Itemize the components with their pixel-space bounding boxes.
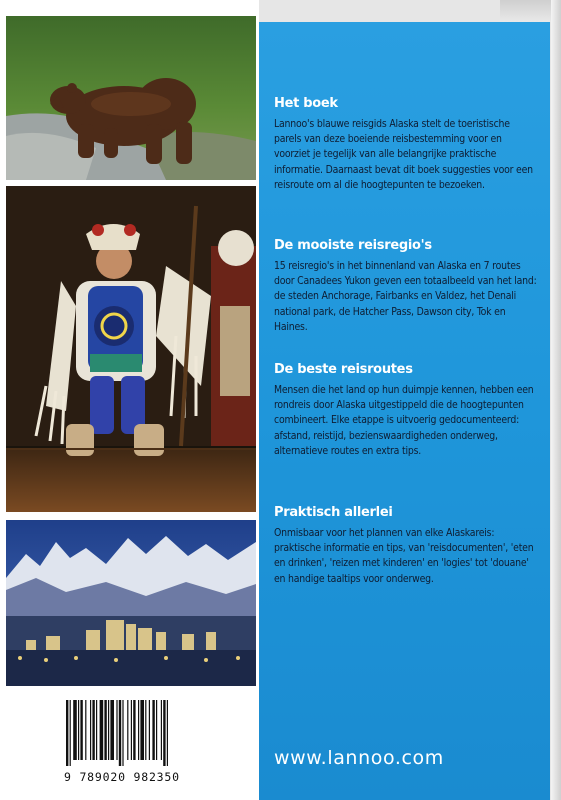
- barcode-bar: [110, 700, 114, 760]
- barcode-bar: [96, 700, 97, 760]
- section-body: 15 reisregio's in het binnenland van Alaska en 7 routes door Canadees Yukon geven een totaalbeeld van het land: de steden Anchorage, Fairbanks en Valdez, het Denali national park, de Hatcher Pass, Dawson city, Tok en Haines.: [274, 260, 537, 333]
- barcode-bar: [152, 700, 154, 760]
- barcode-bar: [133, 700, 135, 760]
- section-body: Lannoo's blauwe reisgids Alaska stelt de toeristische parels van deze boeiende reisbestemming voor en voorziet je tegelijk van alle belangrijke praktische informatie. Daarnaast bevat dit boek suggesties voor een reisroute om al die hoogtepunten te bezoeken.: [274, 118, 533, 191]
- section-mooiste-reisregios: [274, 238, 539, 335]
- barcode-bar: [122, 700, 123, 766]
- barcode-bar: [119, 700, 121, 766]
- section-heading: De mooiste reisregio's: [274, 238, 432, 253]
- section-heading: Het boek: [274, 96, 338, 111]
- barcode-bar: [73, 700, 77, 760]
- photo-column: [0, 0, 259, 800]
- barcode-bar: [80, 700, 82, 760]
- section-het-boek: [274, 96, 539, 193]
- bear-photo: [6, 16, 256, 180]
- section-praktisch-allerlei: [274, 505, 539, 587]
- barcode-bar: [149, 700, 150, 760]
- barcode-bar: [116, 700, 117, 760]
- barcode-bar: [167, 700, 168, 766]
- publisher-website[interactable]: www.lannoo.com: [274, 747, 444, 769]
- barcode-number: 9 789020 982350: [64, 770, 180, 784]
- barcode-bars: [60, 696, 220, 766]
- barcode-bar: [66, 700, 68, 766]
- anchorage-skyline-photo: [6, 520, 256, 686]
- section-body: Onmisbaar voor het plannen van elke Alaskareis: praktische informatie en tips, van 'reisdocumenten', 'eten en drinken', 'reizen met kinderen' en 'logies' tot 'douane' en handige taaltips voor onderweg.: [274, 527, 534, 585]
- section-heading: De beste reisroutes: [274, 362, 413, 377]
- barcode-bar: [85, 700, 86, 760]
- barcode-bar: [104, 700, 106, 760]
- barcode-bar: [127, 700, 128, 760]
- section-heading: Praktisch allerlei: [274, 505, 393, 520]
- barcode-bar: [138, 700, 139, 760]
- barcode-bar: [156, 700, 157, 760]
- page-edge-right: [551, 0, 561, 800]
- barcode-bar: [78, 700, 79, 760]
- dancer-photo: [6, 186, 256, 512]
- section-beste-reisroutes: [274, 362, 539, 459]
- barcode-bar: [70, 700, 71, 766]
- section-body: Mensen die het land op hun duimpje kennen, hebben een rondreis door Alaska uitgestippeld die de hoogtepunten combineert. Elke etappe is uitvoerig gedocumenteerd: afstand, reistijd, bezienswaardigheden onderweg, alternatieve routes en extra tips.: [274, 384, 534, 457]
- barcode-bar: [100, 700, 104, 760]
- barcode-bar: [90, 700, 91, 760]
- barcode-bar: [92, 700, 94, 760]
- barcode-bar: [108, 700, 109, 760]
- barcode-bar: [140, 700, 144, 760]
- barcode-bar: [145, 700, 146, 760]
- barcode-bar: [161, 700, 162, 760]
- barcode-bar: [163, 700, 165, 766]
- barcode-bar: [131, 700, 132, 760]
